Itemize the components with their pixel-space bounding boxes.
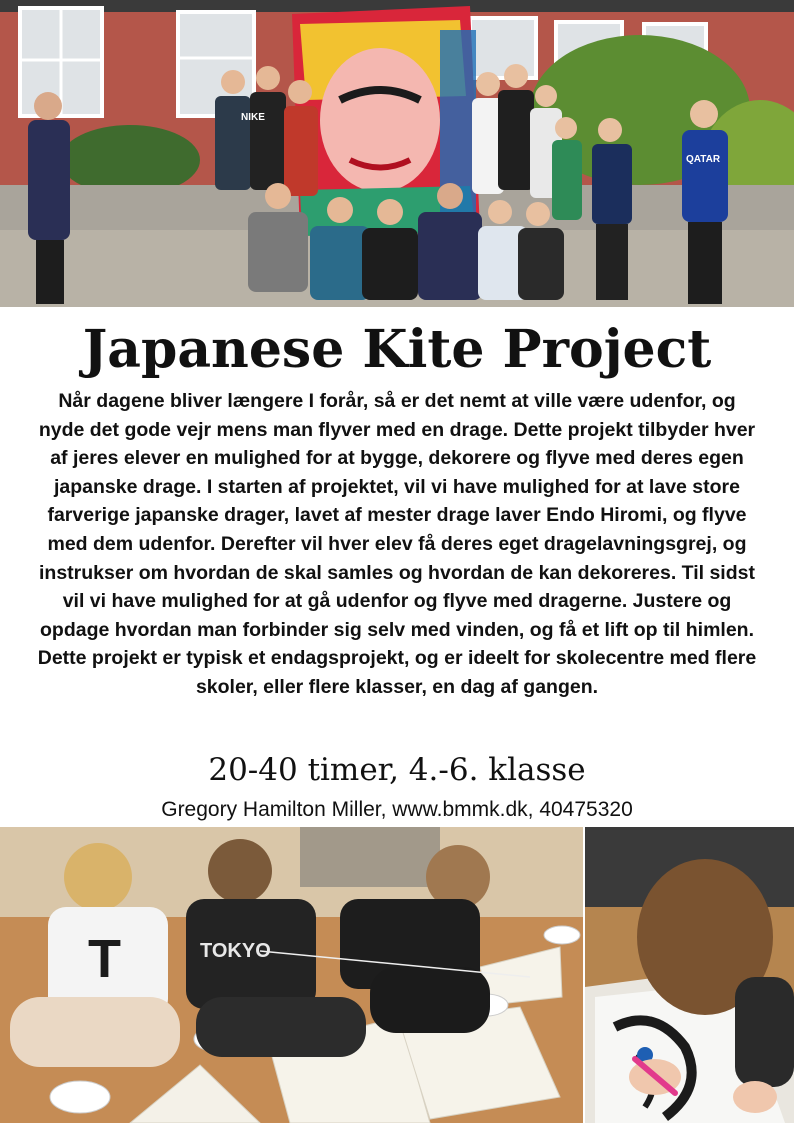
- contact-line: Gregory Hamilton Miller, www.bmmk.dk, 40475320: [161, 798, 633, 821]
- shirt-text-qatar: QATAR: [686, 154, 721, 165]
- group-photo-illustration: [0, 0, 794, 307]
- shirt-text-nike: NIKE: [241, 112, 265, 123]
- kite-building-illustration: [0, 827, 583, 1123]
- kite-decorating-illustration: [585, 827, 794, 1123]
- shirt-letter-t: T: [88, 929, 121, 989]
- kite-decorating-photo: [585, 827, 794, 1123]
- description-paragraph: Når dagene bliver længere I forår, så er det nemt at ville være udenfor, og nyde det gode vejr mens man flyver med en drage. Dette projekt tilbyder hver af jeres elever en mulighed for at bygge, dekorere og flyve med deres egen japanske drage. I starten af projektet, vil vi have mulighed for at lave store farverige japanske drager, lavet af mester drage laver Endo Hiromi, og flyve med dem udenfor. Derefter vil hver elev få deres eget dragelavningsgrej, og instrukser om hvordan de skal samles og hvordan de kan dekoreres. Til sidst vil vi have mulighed for at gå udenfor og flyve med dragerne. Justere og opdage hvordan man forbinder sig selv med vinden, og få et lift op til himlen. Dette projekt er typisk et endagsprojekt, og er ideelt for skolecentre med flere skoler, eller flere klasser, en dag af gangen.: [37, 390, 757, 698]
- group-photo: [0, 0, 794, 307]
- shirt-text-tokyo: TOKYO: [200, 940, 271, 962]
- page-title: Japanese Kite Project: [82, 319, 712, 380]
- duration-grade-info: 20-40 timer, 4.-6. klasse: [208, 752, 586, 788]
- kite-building-photo: [0, 827, 583, 1123]
